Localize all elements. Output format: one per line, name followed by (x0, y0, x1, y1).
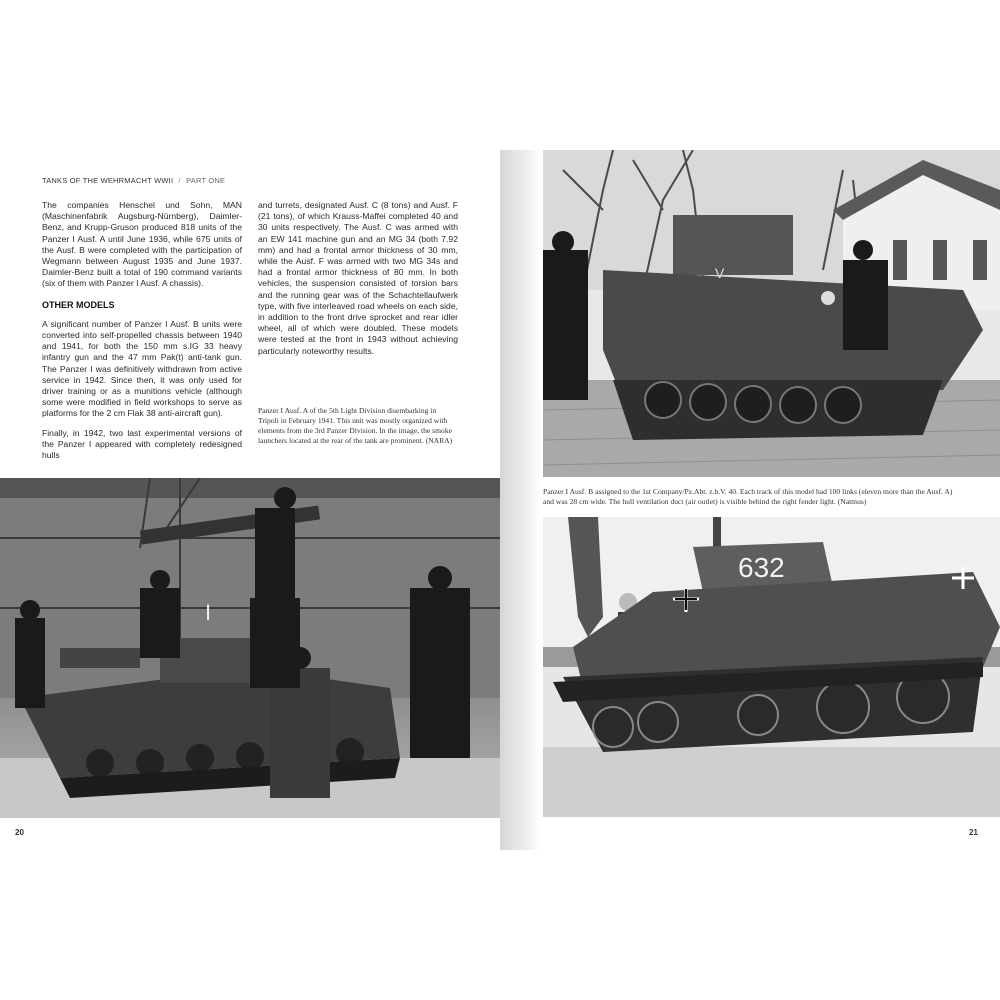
header-separator: / (178, 176, 181, 185)
text-column-left (42, 200, 242, 469)
svg-text:V: V (715, 265, 725, 281)
section-heading: OTHER MODELS (42, 299, 115, 310)
photo-caption-ausf-b: Panzer I Ausf. B assigned to the 1st Company/Pz.Abt. z.b.V. 40. Each track of this model had 100 links (eleven more than the Ausf. A) and was 28 cm wide. The hull ventilation duct (air outlet) is visible behind the right fender light. (Natmus) (543, 487, 953, 506)
header-part: PART ONE (186, 176, 226, 185)
svg-text:I: I (205, 600, 212, 625)
header-title: TANKS OF THE WEHRMACHT WWII (42, 176, 174, 185)
photo-caption-tripoli: Panzer I Ausf. A of the 5th Light Division disembarking in Tripoli in February 1941. This unit was mostly organized with elements from the 3rd Panzer Division. In the image, the smoke launchers located at the rear of the tank are prominent. (NARA) (258, 406, 453, 445)
running-header (42, 176, 225, 185)
body-paragraph: The companies Henschel und Sohn, MAN (Maschinenfabrik Augsburg-Nürnberg), Daimler-Benz, and Krupp-Gruson produced 818 units of the Panzer I Ausf. A until June 1936, while 675 units of the Ausf. B were completed with the participation of Wegmann between August 1935 and June 1937. Daimler-Benz built a total of 190 command variants (six of them with Panzer I Ausf. A chassis). (42, 200, 242, 289)
photo-tank-632 (543, 517, 1000, 817)
text-column-right (258, 200, 458, 365)
page-number-right: 21 (969, 828, 978, 837)
photo-tank-town (543, 150, 1000, 477)
photo-tank-unloading (0, 478, 500, 818)
body-paragraph: A significant number of Panzer I Ausf. B units were converted into self-propelled chassis between 1940 and 1941, for both the 150 mm s.IG 33 heavy infantry gun and the 47 mm Pak(t) anti-tank gun. The Panzer I was definitively withdrawn from active service in 1942. Since then, it was only used for driver training or as a munitions vehicle (although some were modified in field workshops to serve as platforms for the 2 cm Flak 38 anti-aircraft gun). (42, 318, 242, 419)
page-number-left: 20 (15, 828, 24, 837)
book-gutter (500, 150, 540, 850)
body-paragraph: and turrets, designated Ausf. C (8 tons) and Ausf. F (21 tons), of which Krauss-Maffei completed 40 and 30 units respectively. The Ausf. C was armed with an EW 141 machine gun and an MG 34 (both 7.92 mm) and had a frontal armor thickness of 30 mm, while the Ausf. F was armed with two MG 34s and had a frontal armor thickness of 80 mm. In both vehicles, the suspension consisted of torsion bars and the running gear was of the Schachtellaufwerk type, with five interleaved road wheels on each side, in addition to the front drive sprocket and rear idler wheel, all of which were doubled. These models were tested at the front in 1943 without achieving particularly noteworthy results. (258, 200, 458, 356)
tank-number: 632 (738, 552, 785, 583)
body-paragraph: Finally, in 1942, two last experimental versions of the Panzer I appeared with completely redesigned hulls (42, 427, 242, 461)
